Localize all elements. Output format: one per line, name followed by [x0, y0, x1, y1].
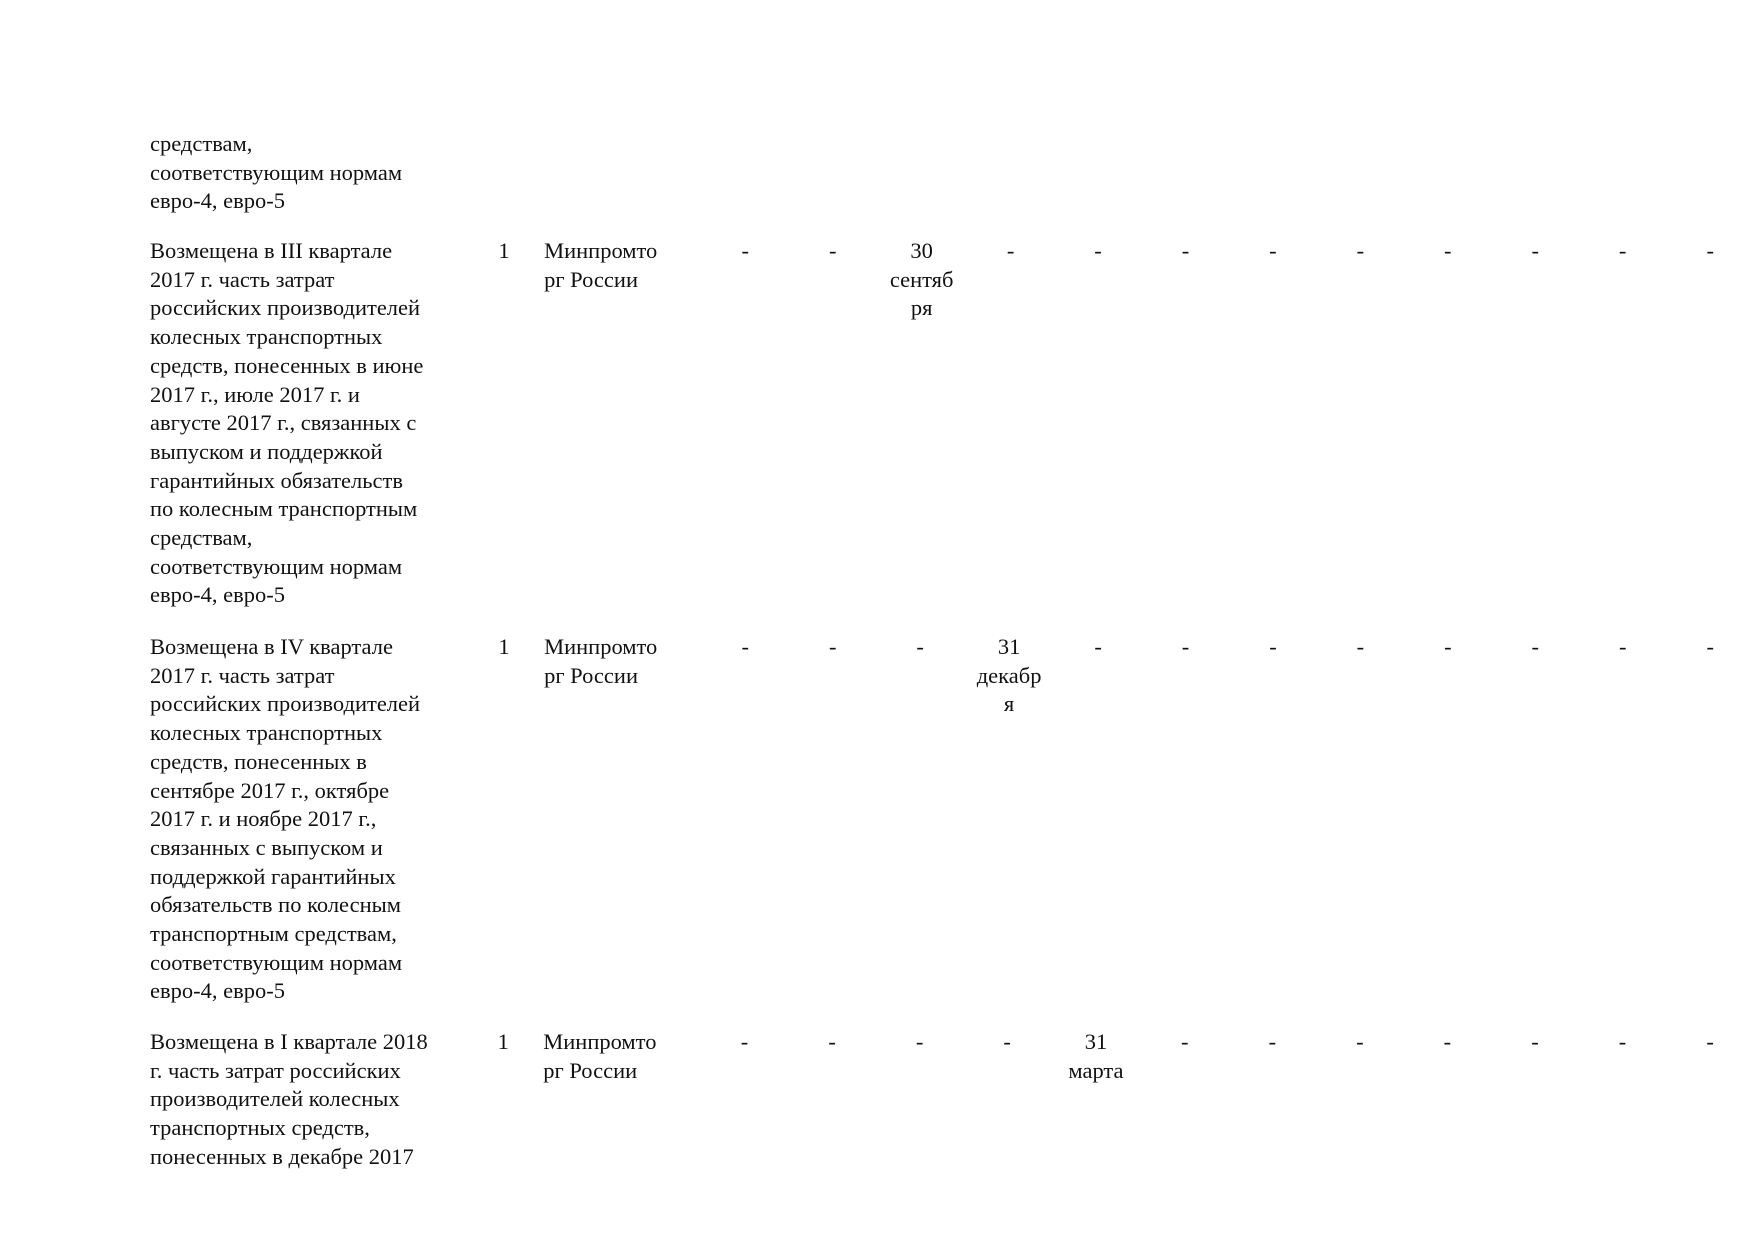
continued-description: средствам, соответствующим нормам евро-4, евро-5 — [150, 131, 403, 214]
row-q4-2017 — [150, 633, 1754, 1006]
number-cell: 1 — [497, 1029, 509, 1054]
value-cell: 30 сентяб ря — [889, 238, 954, 321]
value-cell: 31 декабр я — [976, 634, 1042, 717]
value-cell: - — [741, 238, 749, 263]
value-cell: - — [1094, 238, 1102, 263]
value-cell: - — [1003, 1029, 1011, 1054]
value-cell: - — [1181, 1029, 1189, 1054]
responsible-cell: Минпромто рг России — [544, 634, 658, 688]
value-cell: - — [828, 634, 837, 659]
value-cell: - — [1356, 238, 1365, 263]
value-cell: - — [1706, 238, 1714, 263]
value-cell: - — [915, 1029, 924, 1054]
value-cell: - — [1706, 634, 1714, 659]
value-cell: - — [1706, 1029, 1714, 1054]
table-row — [150, 237, 1754, 610]
value-cell: 31 марта — [1068, 1029, 1124, 1083]
row-q3-2017 — [150, 237, 1754, 610]
value-cell: - — [1094, 634, 1102, 659]
value-cell: - — [1444, 238, 1452, 263]
value-cell: - — [741, 634, 749, 659]
number-cell: 1 — [498, 634, 510, 659]
description-cell: Возмещена в III квартале 2017 г. часть затрат российских производителей колесных транспортных средств, понесенных в июне 2017 г., июле 2017 г. и августе 2017 г., связанных с выпуском и поддержкой гарантийных обязательств по колесным транспортным средствам, соответствующим нормам евро-4, евро-5 — [150, 238, 424, 608]
value-cell: - — [1356, 634, 1365, 659]
responsible-cell: Минпромто рг России — [543, 1029, 657, 1083]
value-cell: - — [1618, 238, 1627, 263]
value-cell: - — [1181, 238, 1190, 263]
responsible-cell: Минпромто рг России — [544, 238, 658, 292]
value-cell: - — [828, 238, 837, 263]
value-cell: - — [740, 1029, 749, 1054]
value-cell: - — [1531, 634, 1540, 659]
value-cell: - — [1356, 1029, 1364, 1054]
value-cell: - — [1531, 238, 1539, 263]
value-cell: - — [828, 1029, 836, 1054]
value-cell: - — [1269, 634, 1277, 659]
number-cell: 1 — [498, 238, 510, 263]
value-cell: - — [1618, 634, 1627, 659]
value-cell: - — [1181, 634, 1190, 659]
row-q1-2018 — [150, 1028, 1754, 1172]
value-cell: - — [1444, 634, 1452, 659]
value-cell: - — [1618, 1029, 1627, 1054]
description-cell: Возмещена в IV квартале 2017 г. часть затрат российских производителей колесных транспортных средств, понесенных в сентябре 2017 г., октябре 2017 г. и ноябре 2017 г., связанных с выпуском и поддержкой гарантийных обязательств по колесным транспортным средствам, соответствующим нормам евро-4, евро-5 — [150, 634, 421, 1004]
value-cell: - — [1269, 238, 1277, 263]
value-cell: - — [1531, 1029, 1539, 1054]
description-cell: Возмещена в I квартале 2018 г. часть затрат российских производителей колесных транспортных средств, понесенных в декабре 2017 — [150, 1029, 428, 1169]
value-cell: - — [1006, 238, 1015, 263]
value-cell: - — [1268, 1029, 1277, 1054]
table-row — [150, 633, 1754, 1006]
table-row — [150, 1028, 1754, 1172]
value-cell: - — [1443, 1029, 1452, 1054]
value-cell: - — [916, 634, 924, 659]
